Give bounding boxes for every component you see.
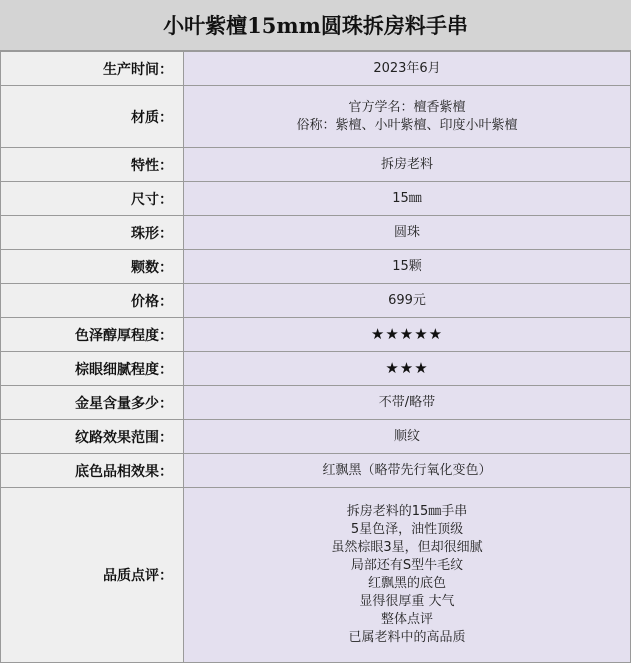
value-quality-review — [184, 488, 631, 663]
table-row — [1, 284, 631, 318]
spec-table — [0, 51, 631, 663]
label-base-color: 底色品相效果： — [1, 454, 184, 488]
review-line: 拆房老料的15㎜手串 — [346, 504, 468, 519]
table-row — [1, 386, 631, 420]
sheet-title: 小叶紫檀15mm圆珠拆房料手串 — [0, 0, 631, 51]
table-row — [1, 488, 631, 663]
material-line: 俗称：紫檀、小叶紫檀、印度小叶紫檀 — [296, 117, 518, 133]
value-color-richness — [184, 318, 631, 352]
label-quality-review: 品质点评： — [1, 488, 184, 663]
material-line: 官方学名：檀香紫檀 — [348, 99, 466, 115]
label-color-richness: 色泽醇厚程度： — [1, 318, 184, 352]
table-row — [1, 352, 631, 386]
table-row — [1, 182, 631, 216]
label-grain-pattern: 纹路效果范围： — [1, 420, 184, 454]
value-production-time: 2023年6月 — [184, 52, 631, 86]
review-line: 虽然棕眼3星，但却很细腻 — [331, 540, 483, 555]
label-bead-count: 颗数： — [1, 250, 184, 284]
label-gold-star-content: 金星含量多少： — [1, 386, 184, 420]
table-row — [1, 318, 631, 352]
value-material — [184, 86, 631, 148]
review-line: 整体点评 — [380, 612, 433, 627]
review-line: 局部还有S型牛毛纹 — [350, 558, 464, 573]
star-rating: ★★★ — [385, 358, 429, 377]
label-production-time: 生产时间： — [1, 52, 184, 86]
table-row — [1, 86, 631, 148]
table-row — [1, 454, 631, 488]
value-price: 699元 — [184, 284, 631, 318]
review-line: 红飘黑的底色 — [367, 576, 446, 591]
table-row — [1, 216, 631, 250]
table-row — [1, 420, 631, 454]
value-pore-fineness — [184, 352, 631, 386]
value-gold-star-content: 不带/略带 — [184, 386, 631, 420]
label-feature: 特性： — [1, 148, 184, 182]
review-line: 显得很厚重 大气 — [359, 594, 455, 609]
table-row — [1, 250, 631, 284]
label-pore-fineness: 棕眼细腻程度： — [1, 352, 184, 386]
label-material: 材质： — [1, 86, 184, 148]
value-grain-pattern: 顺纹 — [184, 420, 631, 454]
value-base-color: 红飘黑（略带先行氧化变色） — [184, 454, 631, 488]
value-bead-count: 15颗 — [184, 250, 631, 284]
star-rating: ★★★★★ — [370, 324, 444, 343]
value-feature: 拆房老料 — [184, 148, 631, 182]
value-size: 15㎜ — [184, 182, 631, 216]
label-bead-shape: 珠形： — [1, 216, 184, 250]
label-price: 价格： — [1, 284, 184, 318]
review-line: 已属老料中的高品质 — [348, 630, 466, 645]
review-line: 5星色泽，油性顶级 — [350, 522, 464, 537]
label-size: 尺寸： — [1, 182, 184, 216]
value-bead-shape: 圆珠 — [184, 216, 631, 250]
table-row — [1, 148, 631, 182]
table-row — [1, 52, 631, 86]
